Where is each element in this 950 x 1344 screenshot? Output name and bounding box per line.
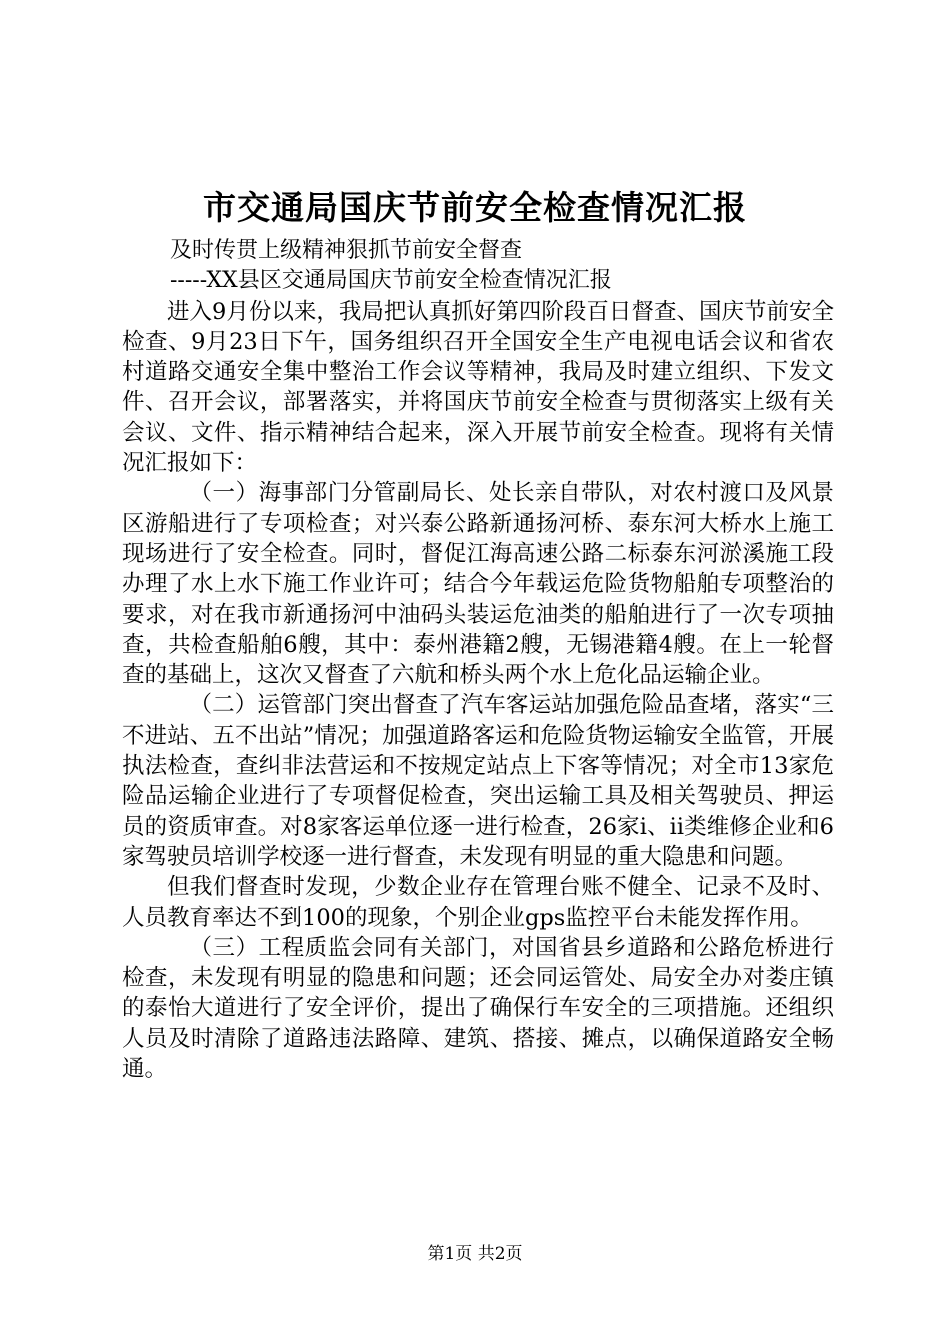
page-footer: 第1页 共2页 <box>427 1244 523 1264</box>
paragraph-section-3: （三）工程质监会同有关部门，对国省县乡道路和公路危桥进行检查，未发现有明显的隐患和问题；还会同运管处、局安全办对娄庄镇的泰怡大道进行了安全评价，提出了确保行车安全的三项措施。还组织人员及时清除了道路违法路障、建筑、搭接、摊点，以确保道路安全畅通。 <box>122 934 834 1083</box>
subtitle-line-2: -----XX县区交通局国庆节前安全检查情况汇报 <box>170 268 612 294</box>
paragraph-intro: 进入9月份以来，我局把认真抓好第四阶段百日督查、国庆节前安全检查、9月23日下午，国务组织召开全国安全生产电视电话会议和省农村道路交通安全集中整治工作会议等精神，我局及时建立组织、下发文件、召开会议，部署落实，并将国庆节前安全检查与贯彻落实上级有关会议、文件、指示精神结合起来，深入开展节前安全检查。现将有关情况汇报如下： <box>122 298 834 477</box>
paragraph-findings: 但我们督查时发现，少数企业存在管理台账不健全、记录不及时、人员教育率达不到100的现象，个别企业gps监控平台未能发挥作用。 <box>122 874 834 931</box>
document-title: 市交通局国庆节前安全检查情况汇报 <box>203 188 747 227</box>
document-body <box>122 236 834 1084</box>
paragraph-section-2: （二）运管部门突出督查了汽车客运站加强危险品查堵，落实“三不进站、五不出站”情况；加强道路客运和危险货物运输安全监管，开展执法检查，查纠非法营运和不按规定站点上下客等情况；对全市13家危险品运输企业进行了专项督促检查，突出运输工具及相关驾驶员、押运员的资质审查。对8家客运单位逐一进行检查，26家ⅰ、ⅱ类维修企业和6家驾驶员培训学校逐一进行督查，未发现有明显的重大隐患和问题。 <box>122 692 834 870</box>
subtitle-line-1: 及时传贯上级精神狠抓节前安全督查 <box>170 238 523 263</box>
paragraph-section-1: （一）海事部门分管副局长、处长亲自带队，对农村渡口及风景区游船进行了专项检查；对兴泰公路新通扬河桥、泰东河大桥水上施工现场进行了安全检查。同时，督促江海高速公路二标泰东河淤溪施工段办理了水上水下施工作业许可；结合今年载运危险货物船舶专项整治的要求，对在我市新通扬河中油码头装运危油类的船舶进行了一次专项抽查，共检查船舶6艘，其中：泰州港籍2艘，无锡港籍4艘。在上一轮督查的基础上，这次又督查了六航和桥头两个水上危化品运输企业。 <box>122 480 834 689</box>
